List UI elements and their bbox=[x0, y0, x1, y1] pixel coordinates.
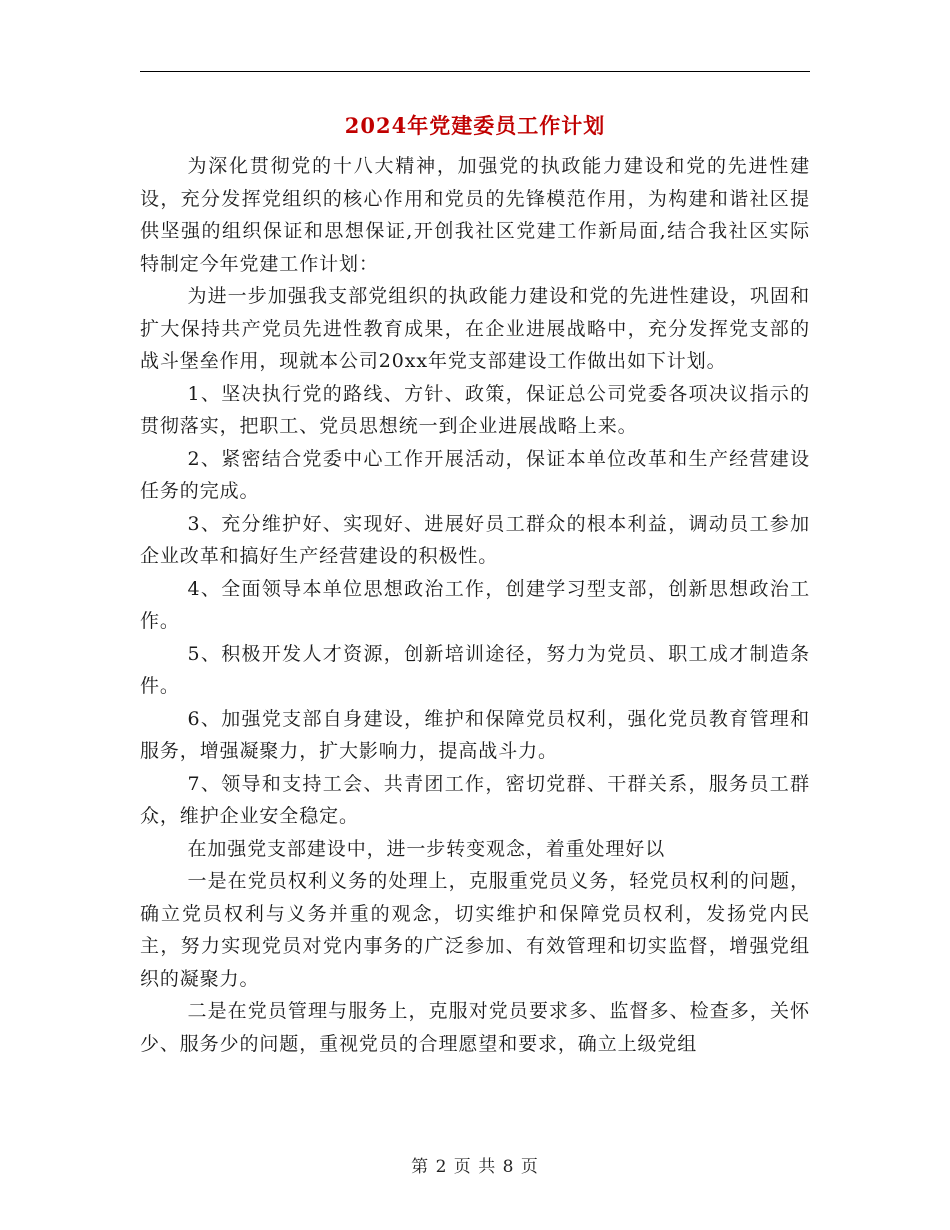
paragraph-plan: 为进一步加强我支部党组织的执政能力建设和党的先进性建设，巩固和扩大保持共产党员先进性教育成果，在企业进展战略中，充分发挥党支部的战斗堡垒作用，现就本公司20xx年党支部建设工作做出如下计划。 bbox=[140, 285, 810, 372]
paragraph-intro: 为深化贯彻党的十八大精神，加强党的执政能力建设和党的先进性建设，充分发挥党组织的核心作用和党员的先锋模范作用，为构建和谐社区提供坚强的组织保证和思想保证,开创我社区党建工作新局面,结合我社区实际特制定今年党建工作计划： bbox=[140, 155, 810, 275]
list-item-7: 7、领导和支持工会、共青团工作，密切党群、干群关系，服务员工群众，维护企业安全稳定。 bbox=[140, 772, 810, 827]
list-item-6: 6、加强党支部自身建设，维护和保障党员权利，强化党员教育管理和服务，增强凝聚力，扩大影响力，提高战斗力。 bbox=[140, 707, 810, 762]
list-item-1: 1、坚决执行党的路线、方针、政策，保证总公司党委各项决议指示的贯彻落实，把职工、党员思想统一到企业进展战略上来。 bbox=[140, 382, 810, 437]
page-number: 第 2 页 共 8 页 bbox=[411, 1157, 539, 1177]
paragraph-transition: 在加强党支部建设中，进一步转变观念，着重处理好以 bbox=[187, 837, 666, 860]
list-item-5: 5、积极开发人才资源，创新培训途径，努力为党员、职工成才制造条件。 bbox=[140, 642, 810, 697]
document-body bbox=[140, 150, 810, 1060]
list-item-3: 3、充分维护好、实现好、进展好员工群众的根本利益，调动员工参加企业改革和搞好生产经营建设的积极性。 bbox=[140, 512, 810, 567]
paragraph-point-two: 二是在党员管理与服务上，克服对党员要求多、监督多、检查多，关怀少、服务少的问题，重视党员的合理愿望和要求，确立上级党组 bbox=[140, 1000, 810, 1055]
list-item-4: 4、全面领导本单位思想政治工作，创建学习型支部，创新思想政治工作。 bbox=[140, 577, 810, 632]
header-rule bbox=[140, 71, 810, 72]
paragraph-point-one: 一是在党员权利义务的处理上，克服重党员义务，轻党员权利的问题，确立党员权利与义务并重的观念，切实维护和保障党员权利，发扬党内民主，努力实现党员对党内事务的广泛参加、有效管理和切实监督，增强党组织的凝聚力。 bbox=[140, 870, 810, 990]
document-title: 2024年党建委员工作计划 bbox=[344, 113, 606, 138]
list-item-2: 2、紧密结合党委中心工作开展活动，保证本单位改革和生产经营建设任务的完成。 bbox=[140, 447, 810, 502]
